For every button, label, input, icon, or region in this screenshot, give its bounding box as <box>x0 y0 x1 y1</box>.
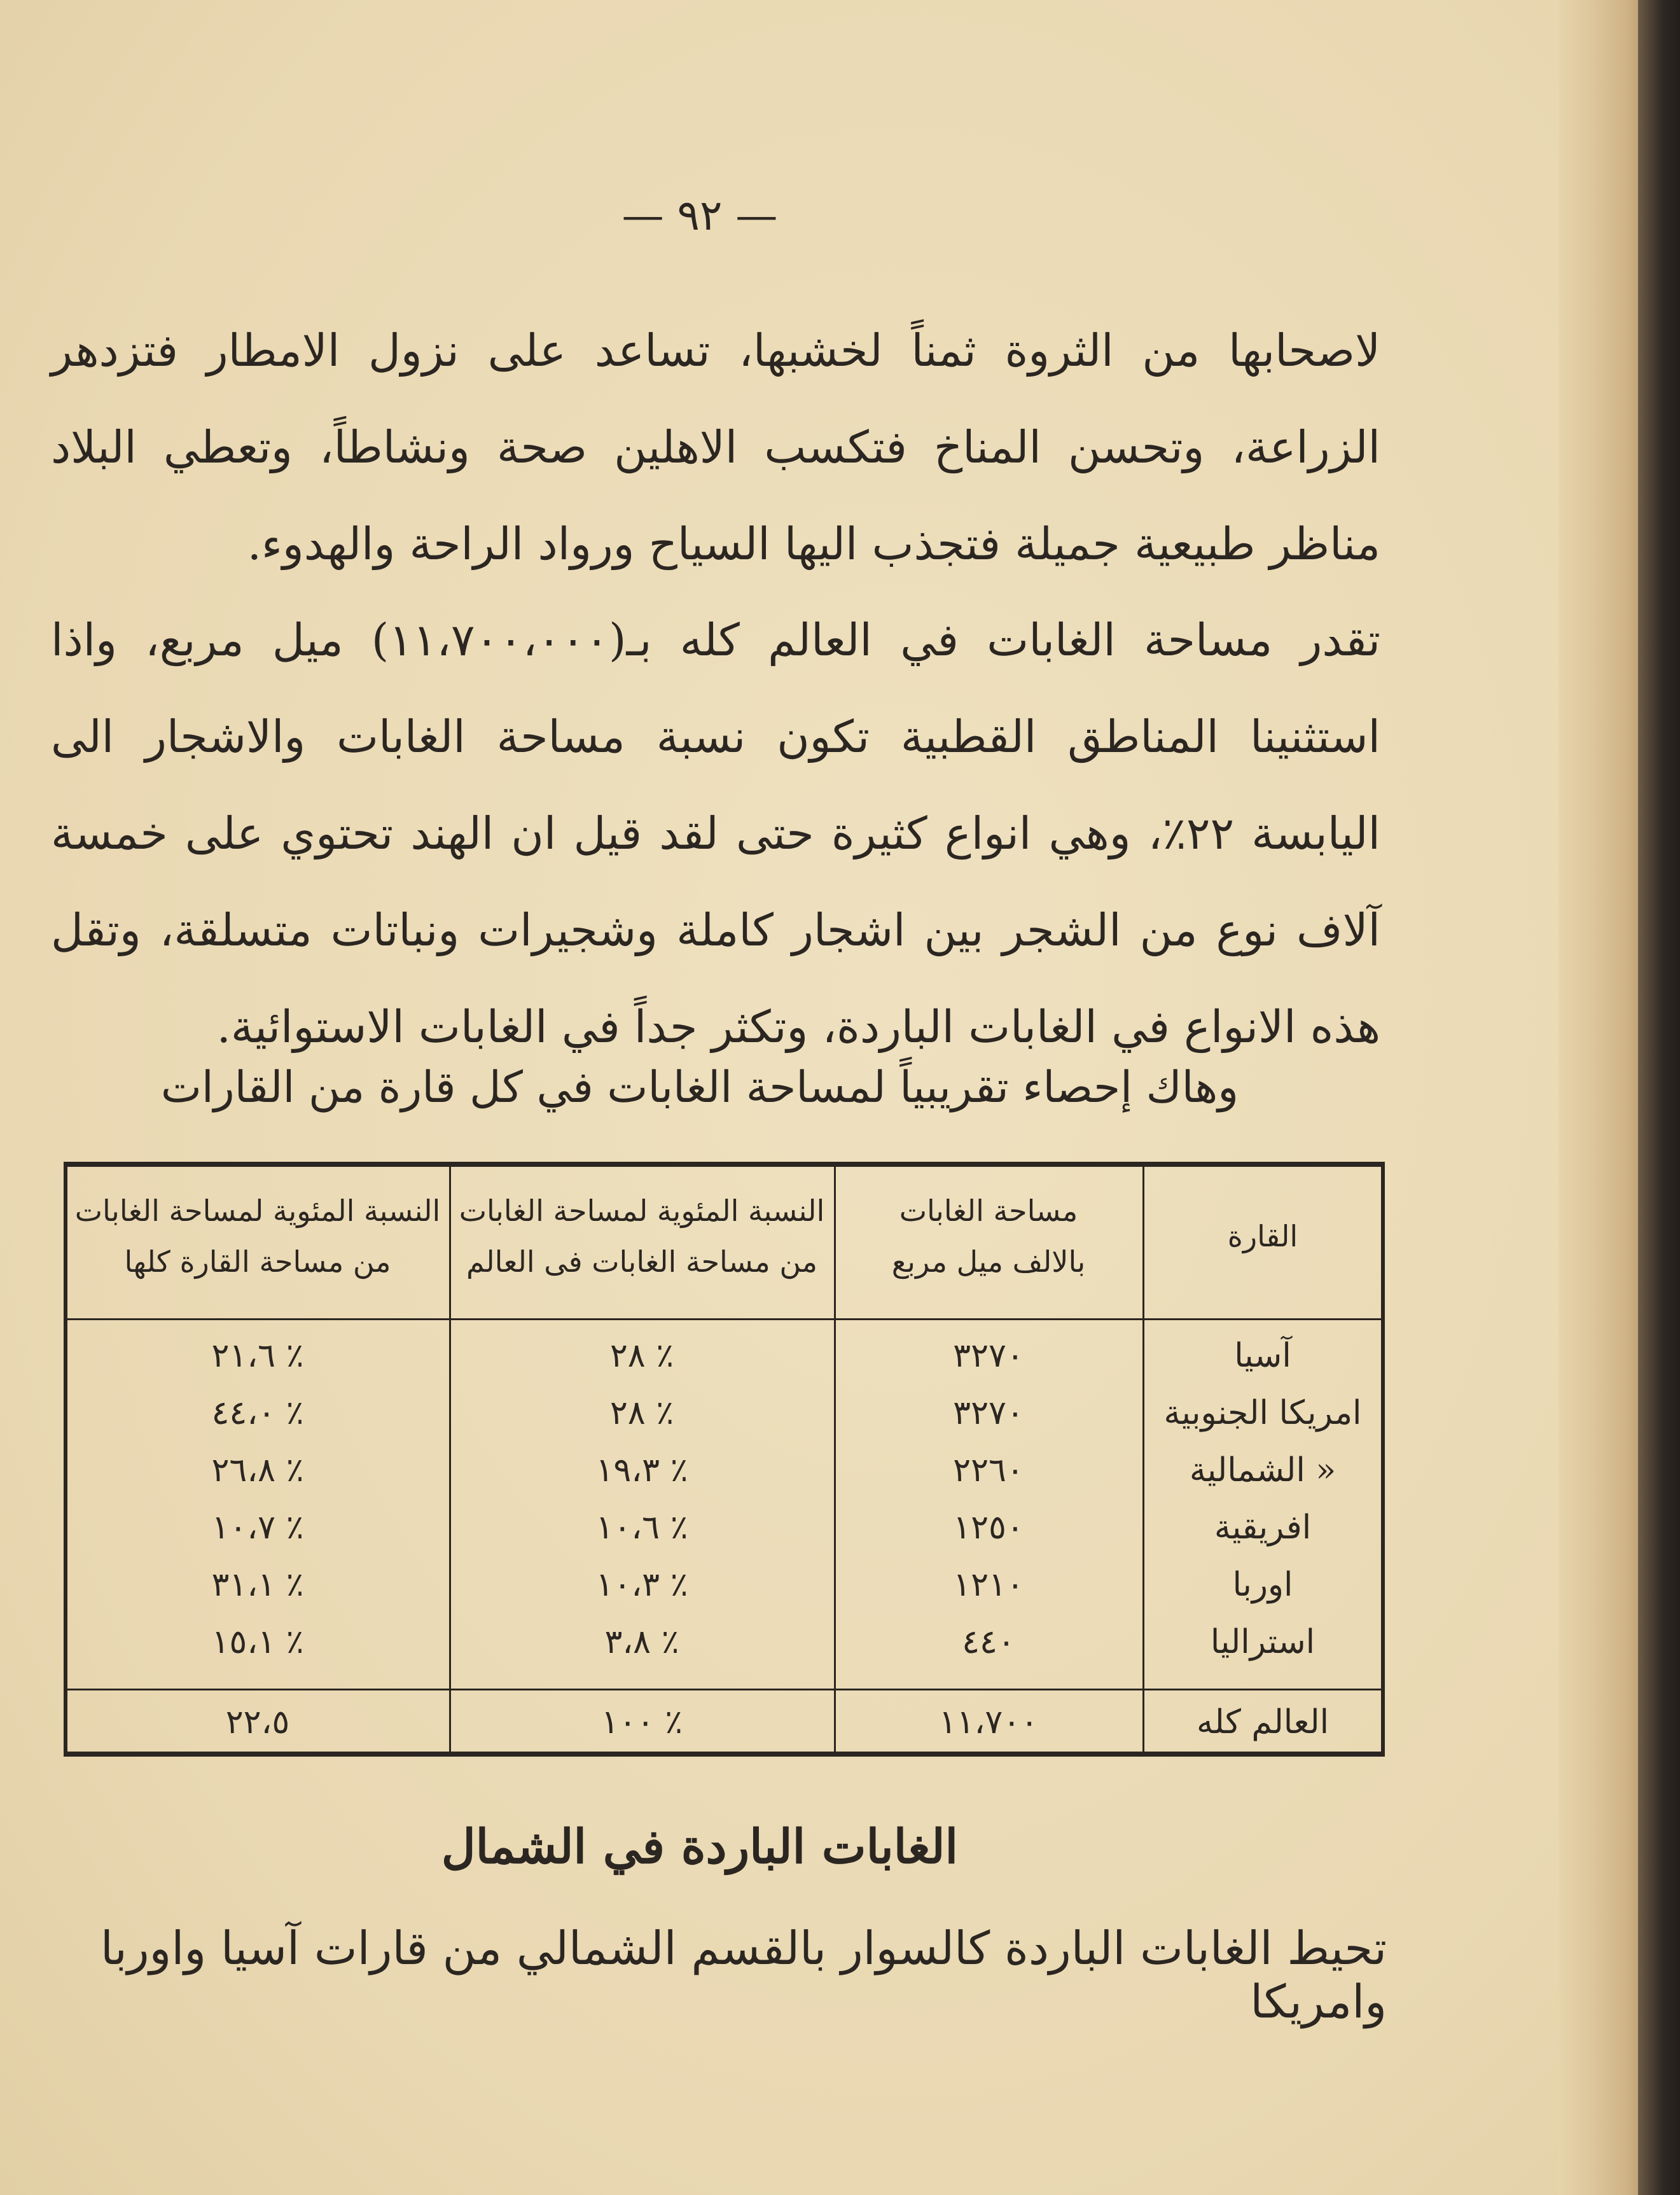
page-number: — ٩٢ — <box>621 191 778 240</box>
header-continent-pct-line1: النسبة المئوية لمساحة الغابات <box>74 1194 441 1228</box>
table-cell-area: ١٢١٠ <box>953 1566 1024 1604</box>
table-cell-continent-pct: ٢٦،٨ ٪ <box>211 1451 304 1489</box>
table-cell-world-pct: ١٩،٣ ٪ <box>595 1451 688 1489</box>
table-cell-continent-pct: ٤٤،٠ ٪ <box>211 1394 304 1432</box>
table-cell-area: ٤٤٠ <box>962 1623 1015 1661</box>
paragraph-2: تقدر مساحة الغابات في العالم كله بـ(١١،٧٠٠،٠٠٠) ميل مربع، واذا استثنينا المناطق القطبية تكون نسبة مساحة الغابات والاشجار الى اليابسة ٢٢٪، وهي انواع كثيرة حتى لقد قيل ان الهند تحتوي على خمسة آلاف نوع من الشجر بين اشجار كاملة وشجيرات ونباتات متسلقة، وتقل هذه الانواع في الغابات الباردة، وتكثر جداً في الغابات الاستوائية. <box>51 614 1381 1053</box>
table-cell-continent: امريكا الجنوبية <box>1163 1394 1362 1432</box>
paragraph-1: لاصحابها من الثروة ثمناً لخشبها، تساعد على نزول الامطار فتزدهر الزراعة، وتحسن المناخ فتكسب الاهلين صحة ونشاطاً، وتعطي البلاد مناظر طبيعية جميلة فتجذب اليها السياح ورواد الراحة والهدوء. <box>51 324 1380 570</box>
table-cell-world-pct: ٢٨ ٪ <box>609 1337 674 1375</box>
header-continent-pct-line2: من مساحة القارة كلها <box>124 1244 391 1279</box>
table-total-continent: العالم كله <box>1196 1703 1329 1741</box>
table-total-continent-pct: ٢٢،٥ <box>225 1703 290 1741</box>
table-cell-world-pct: ١٠،٣ ٪ <box>595 1566 688 1604</box>
table-cell-continent: آسيا <box>1234 1337 1291 1375</box>
table-cell-world-pct: ١٠،٦ ٪ <box>595 1509 688 1547</box>
table-total-world-pct: ١٠٠ ٪ <box>600 1703 683 1741</box>
header-continent: القارة <box>1227 1219 1298 1253</box>
header-area-line1: مساحة الغابات <box>899 1194 1078 1228</box>
table-cell-continent-pct: ٢١،٦ ٪ <box>211 1337 304 1375</box>
table-cell-continent-pct: ١٥،١ ٪ <box>211 1623 304 1661</box>
paragraph-3-first-line: تحيط الغابات الباردة كالسوار بالقسم الشمالي من قارات آسيا واوربا وامريكا <box>100 1921 1387 2028</box>
header-world-pct-line2: من مساحة الغابات فى العالم <box>466 1244 818 1279</box>
table-cell-continent-pct: ٣١،١ ٪ <box>211 1566 304 1604</box>
table-cell-world-pct: ٢٨ ٪ <box>609 1394 674 1432</box>
table-total-area: ١١،٧٠٠ <box>938 1703 1039 1741</box>
binding-shadow <box>1638 0 1680 2195</box>
table-cell-world-pct: ٣،٨ ٪ <box>604 1623 679 1661</box>
total-divider <box>67 1689 1381 1690</box>
table-cell-area: ١٢٥٠ <box>953 1509 1024 1547</box>
table-cell-continent: « الشمالية <box>1189 1451 1336 1489</box>
header-area-line2: بالالف ميل مربع <box>891 1244 1086 1279</box>
header-divider <box>67 1318 1381 1320</box>
table-caption: وهاك إحصاء تقريبياً لمساحة الغابات في كل قارة من القارات <box>160 1063 1239 1113</box>
table-cell-continent: افريقية <box>1214 1509 1312 1547</box>
table-cell-continent-pct: ١٠،٧ ٪ <box>211 1509 304 1547</box>
table-cell-continent: استراليا <box>1210 1623 1316 1661</box>
page-edge <box>1559 0 1648 2195</box>
header-world-pct-line1: النسبة المئوية لمساحة الغابات <box>459 1194 825 1228</box>
forest-statistics-table <box>64 1162 1385 1757</box>
section-heading: الغابات الباردة في الشمال <box>441 1820 959 1874</box>
table-cell-area: ٣٢٧٠ <box>953 1337 1024 1375</box>
table-cell-area: ٣٢٧٠ <box>953 1394 1024 1432</box>
table-cell-continent: اوربا <box>1232 1566 1293 1604</box>
table-cell-area: ٢٢٦٠ <box>953 1451 1024 1489</box>
